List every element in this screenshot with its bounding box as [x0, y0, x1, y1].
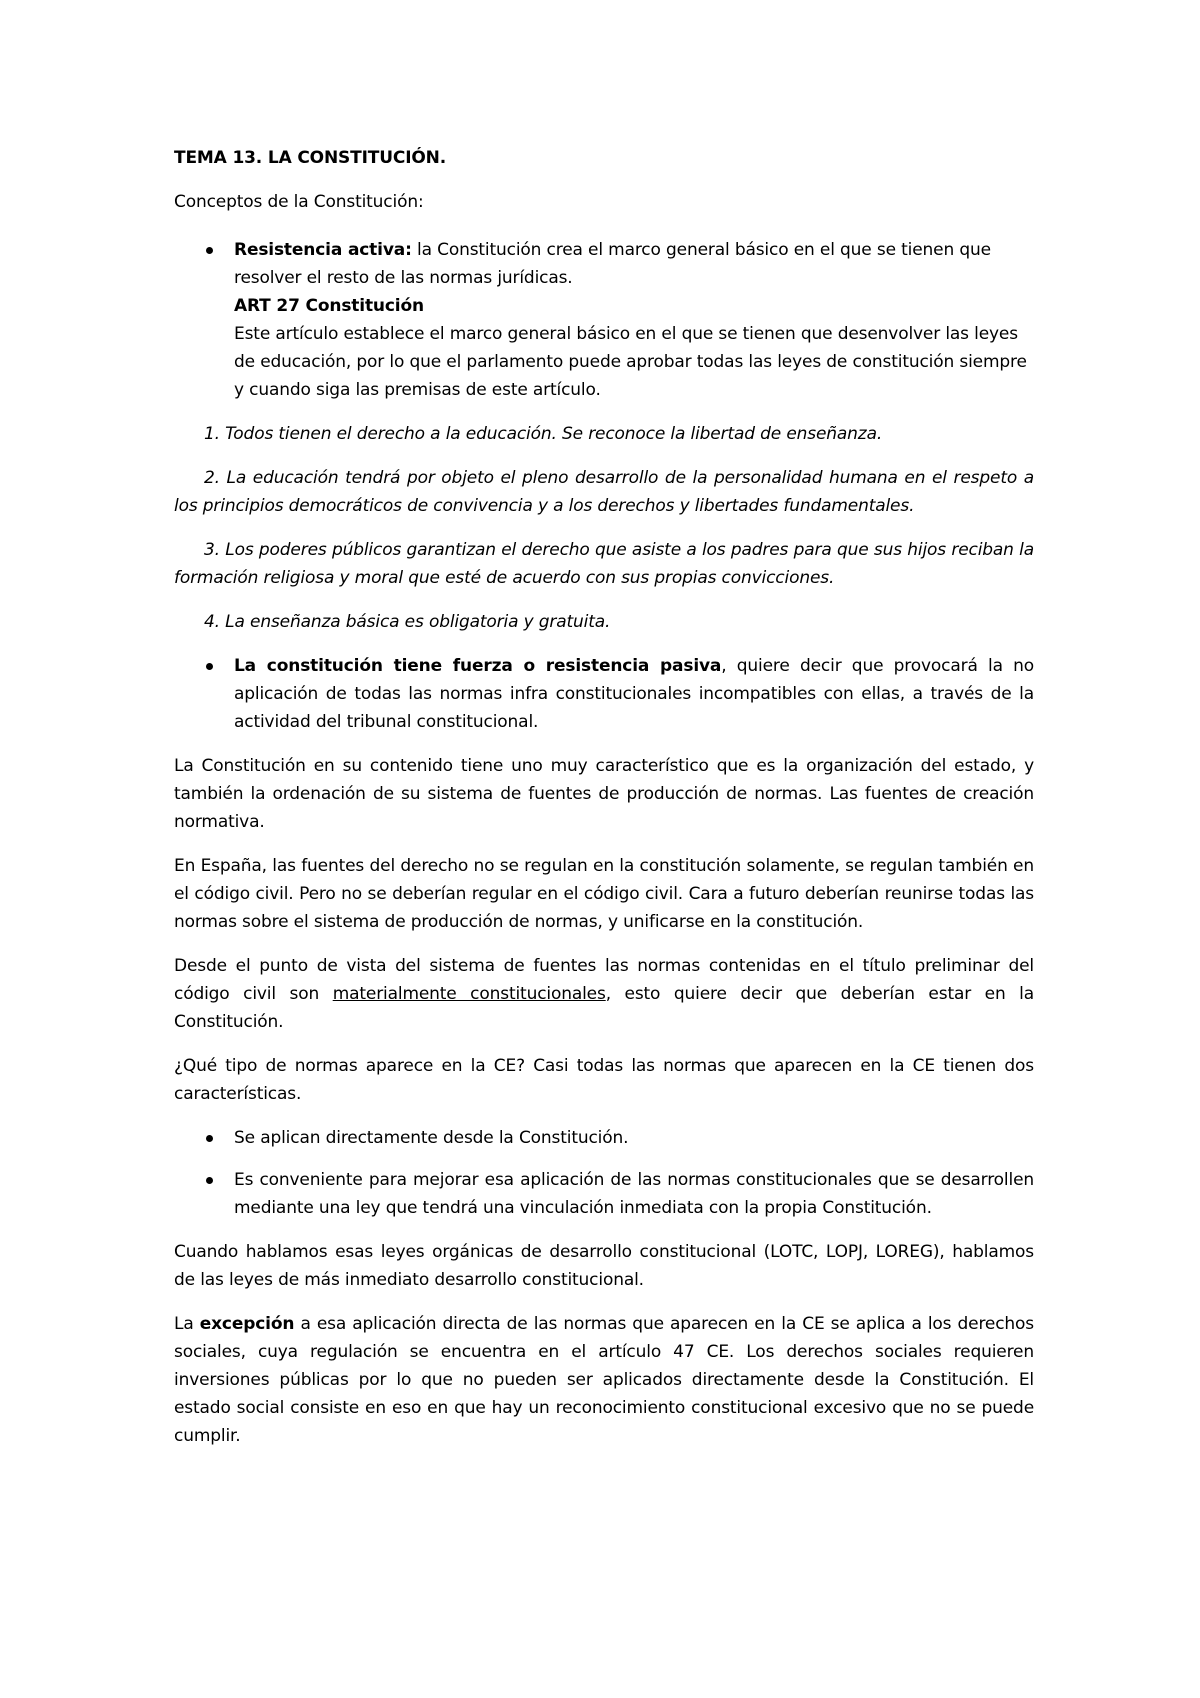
list-item: [174, 1166, 1034, 1222]
article-point-2: 2. La educación tendrá por objeto el pleno desarrollo de la personalidad humana en el respeto a los principios democráticos de convivencia y a los derechos y libertades fundamentales.: [174, 468, 1034, 516]
list-item-text: [234, 652, 1034, 736]
concepts-list: [174, 236, 1034, 404]
term-description: la Constitución crea el marco general básico en el que se tienen que resolver el resto de las normas jurídicas.: [234, 240, 991, 288]
article-heading: ART 27 Constitución: [234, 296, 424, 316]
list-item: [174, 652, 1034, 736]
underlined-term: materialmente constitucionales: [332, 984, 606, 1004]
article-point-1: 1. Todos tienen el derecho a la educación. Se reconoce la libertad de enseñanza.: [204, 424, 883, 444]
paragraph-content: La Constitución en su contenido tiene uno muy característico que es la organización del estado, y también la ordenación de su sistema de fuentes de producción de normas. Las fuentes de creación normativa.: [174, 756, 1034, 832]
list-item: [174, 1124, 1034, 1152]
article-description: Este artículo establece el marco general básico en el que se tienen que desenvolver las leyes de educación, por lo que el parlamento puede aprobar todas las leyes de constitución siempre y cuando siga las premisas de este artículo.: [234, 324, 1027, 400]
list-item-text: Es conveniente para mejorar esa aplicación de las normas constitucionales que se desarrollen mediante una ley que tendrá una vinculación inmediata con la propia Constitución.: [234, 1170, 1034, 1218]
paragraph-organic-laws: Cuando hablamos esas leyes orgánicas de desarrollo constitucional (LOTC, LOPJ, LOREG), hablamos de las leyes de más inmediato desarrollo constitucional.: [174, 1242, 1034, 1290]
characteristics-list: [174, 1124, 1034, 1222]
list-item-text: [234, 236, 1034, 292]
paragraph-exception: La excepción a esa aplicación directa de las normas que aparecen en la CE se aplica a los derechos sociales, cuya regulación se encuentra en el artículo 47 CE. Los derechos sociales requieren inversiones públicas por lo que no pueden ser aplicados directamente desde la Constitución. El estado social consiste en eso en que hay un reconocimiento constitucional excesivo que no se puede cumplir.: [174, 1314, 1035, 1446]
list-item: [174, 236, 1034, 404]
document-body: [174, 144, 1034, 1466]
article-point-3: 3. Los poderes públicos garantizan el derecho que asiste a los padres para que sus hijos reciban la formación religiosa y moral que esté de acuerdo con sus propias convicciones.: [174, 540, 1034, 588]
term-label: La constitución tiene fuerza o resistencia pasiva: [234, 656, 722, 676]
paragraph-question: ¿Qué tipo de normas aparece en la CE? Casi todas las normas que aparecen en la CE tienen dos características.: [174, 1056, 1034, 1104]
bullet-icon: [206, 1177, 213, 1184]
term-description: , quiere decir que provocará la no aplicación de todas las normas infra constitucionales incompatibles con ellas, a través de la actividad del tribunal constitucional.: [234, 656, 1034, 732]
article-point-4: 4. La enseñanza básica es obligatoria y gratuita.: [204, 612, 611, 632]
bullet-icon: [206, 1135, 213, 1142]
term-label: Resistencia activa:: [234, 240, 412, 260]
paragraph-material-constitutional: Desde el punto de vista del sistema de fuentes las normas contenidas en el título preliminar del código civil son materialmente constitucionales, esto quiere decir que deberían estar en la Constitución.: [174, 956, 1034, 1032]
list-item-text: Se aplican directamente desde la Constitución.: [234, 1128, 629, 1148]
bullet-icon: [206, 663, 213, 670]
section-subtitle: Conceptos de la Constitución:: [174, 192, 424, 212]
bold-term: excepción: [199, 1314, 295, 1334]
bullet-icon: [206, 247, 213, 254]
paragraph-sources: En España, las fuentes del derecho no se regulan en la constitución solamente, se regulan también en el código civil. Pero no se deberían regular en el código civil. Cara a futuro deberían reunirse todas las normas sobre el sistema de producción de normas, y unificarse en la constitución.: [174, 856, 1034, 932]
document-title: TEMA 13. LA CONSTITUCIÓN.: [174, 148, 447, 168]
passive-resistance-list: [174, 652, 1034, 736]
